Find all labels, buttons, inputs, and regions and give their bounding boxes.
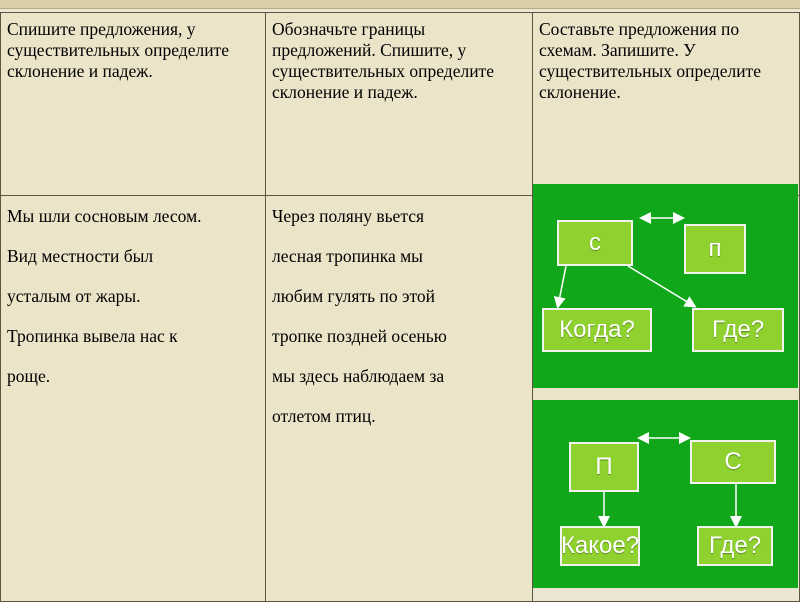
header-text-3: Составьте предложения по схемам. Запишите. У существительных определите склонение. bbox=[539, 19, 761, 102]
scheme2-where-box: Где? bbox=[697, 526, 773, 566]
sentence-line: лесная тропинка мы bbox=[272, 246, 423, 266]
scheme1-subject-box: с bbox=[557, 220, 633, 266]
sentence-line: любим гулять по этой bbox=[272, 286, 436, 306]
sentence-line: Мы шли сосновым лесом. bbox=[7, 206, 202, 226]
scheme2-predicate-box: П bbox=[569, 442, 639, 492]
sentence-line: Через поляну вьется bbox=[272, 206, 425, 226]
scheme1-where-box: Где? bbox=[692, 308, 784, 352]
header-text-2: Обозначьте границы предложений. Спишите, у существительных определите склонение и падеж. bbox=[272, 19, 494, 102]
scheme2-which-box: Какое? bbox=[560, 526, 640, 566]
scheme1-when-box: Когда? bbox=[542, 308, 652, 352]
scheme2-subject-box: С bbox=[690, 440, 776, 484]
sentence-line: Тропинка вывела нас к bbox=[7, 326, 178, 346]
arrow-subject-when bbox=[558, 266, 566, 306]
sentence-line: отлетом птиц. bbox=[272, 406, 376, 426]
sentence-line: роще. bbox=[7, 366, 51, 386]
scheme1-predicate-box: п bbox=[684, 224, 746, 274]
sentence-line: тропке поздней осенью bbox=[272, 326, 447, 346]
sentence-line: Вид местности был bbox=[7, 246, 154, 266]
header-text-1: Спишите предложения, у существительных определите склонение и падеж. bbox=[7, 19, 229, 81]
sentence-line: усталым от жары. bbox=[7, 286, 141, 306]
sentence-line: мы здесь наблюдаем за bbox=[272, 366, 445, 386]
